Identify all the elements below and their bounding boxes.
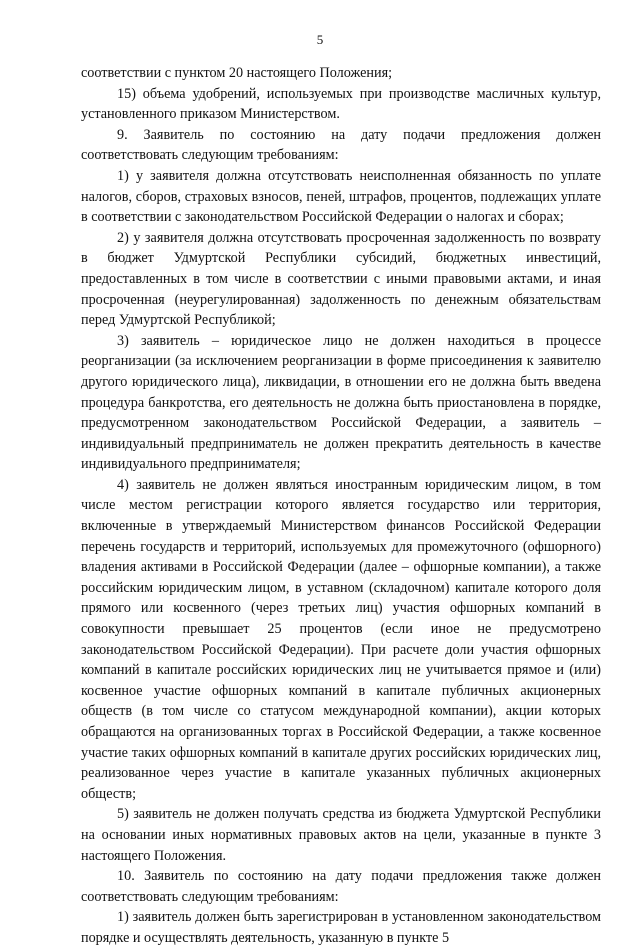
paragraph-clause-10-item-1: 1) заявитель должен быть зарегистрирован в установленном законодательством порядке и осуществлять деятельность, указанную в пункте 5	[81, 909, 601, 946]
paragraph-clause-9: 9. Заявитель по состоянию на дату подачи предложения должен соответствовать следующим требованиям:	[81, 126, 601, 164]
paragraph-clause-9-item-4: 4) заявитель не должен являться иностранным юридическим лицом, в том числе местом регистрации которого является государство или территория, включенные в утверждаемый Министерством финансов Российской Федерации перечень государств и территорий, используемых для промежуточного (офшорного) владения активами в Российской Федерации (далее – офшорные компании), а также российским юридическим лицом, в уставном (складочном) капитале которого доля прямого или косвенного (через третьих лиц) участия офшорных компаний в совокупности превышает 25 процентов (если иное не предусмотрено законодательством Российской Федерации). При расчете доли участия офшорных компаний в капитале российских юридических лиц не учитывается прямое и (или) косвенное участие офшорных компаний в капитале публичных акционерных обществ (в том числе со статусом международной компании), акции которых обращаются на организованных торгах в Российской Федерации, а также косвенное участие таких офшорных компаний в капитале других российских юридических лиц, реализованное через участие в капитале указанных публичных акционерных обществ;	[81, 476, 601, 802]
paragraph-clause-9-item-3: 3) заявитель – юридическое лицо не должен находиться в процессе реорганизации (за исключением реорганизации в форме присоединения к заявителю другого юридического лица), ликвидации, в отношении его не должна быть введена процедура банкротства, его деятельность не должна быть приостановлена в порядке, предусмотренном законодательством Российской Федерации, а заявитель – индивидуальный предприниматель не должен прекратить деятельность в качестве индивидуального предпринимателя;	[81, 332, 601, 473]
paragraph-continuation: соответствии с пунктом 20 настоящего Положения;	[81, 65, 393, 81]
paragraph-clause-9-item-1: 1) у заявителя должна отсутствовать неисполненная обязанность по уплате налогов, сборов, страховых взносов, пеней, штрафов, процентов, подлежащих уплате в соответствии с законодательством Российской Федерации о налогах и сборах;	[81, 167, 601, 226]
paragraph-item-15: 15) объема удобрений, используемых при производстве масличных культур, установленного приказом Министерством.	[81, 85, 601, 123]
paragraph-clause-9-item-2: 2) у заявителя должна отсутствовать просроченная задолженность по возврату в бюджет Удмуртской Республики субсидий, бюджетных инвестиций, предоставленных в том числе в соответствии с иными правовыми актами, и иная просроченная (неурегулированная) задолженность по денежным обязательствам перед Удмуртской Республикой;	[81, 229, 601, 329]
page-number: 5	[316, 32, 324, 47]
paragraph-clause-10: 10. Заявитель по состоянию на дату подачи предложения также должен соответствовать следующим требованиям:	[81, 868, 601, 905]
document-body	[81, 63, 601, 949]
paragraph-clause-9-item-5: 5) заявитель не должен получать средства из бюджета Удмуртской Республики на основании иных нормативных правовых актов на цели, указанные в пункте 3 настоящего Положения.	[81, 806, 601, 864]
